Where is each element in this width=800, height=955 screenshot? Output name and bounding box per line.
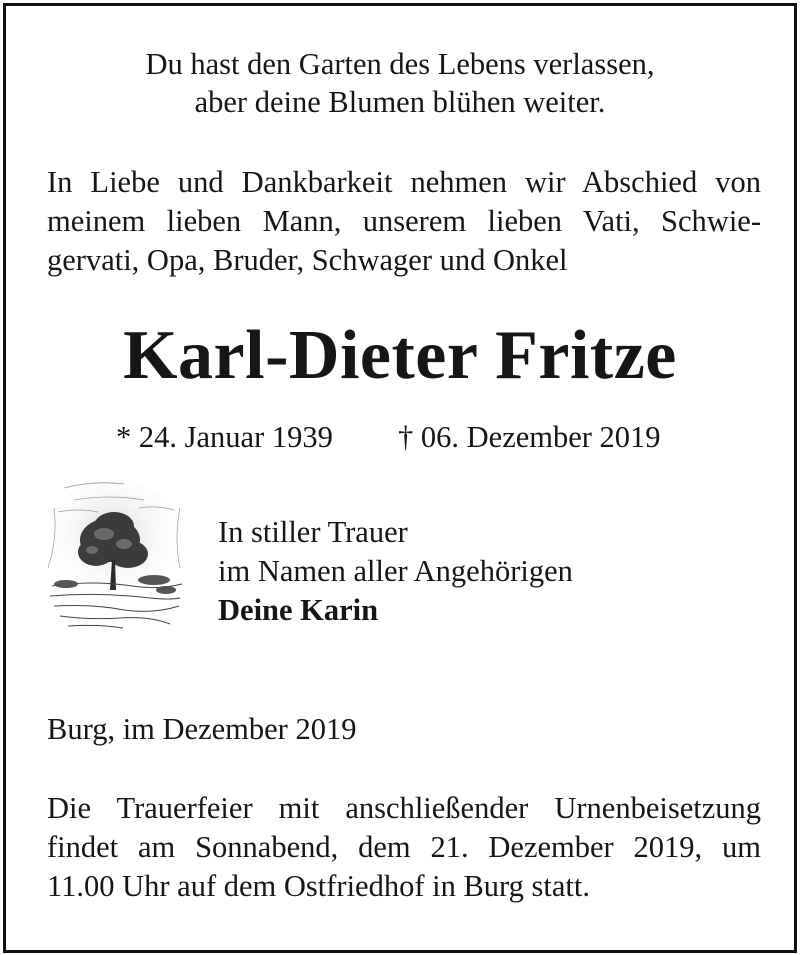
mourning-line-2: im Namen aller Angehörigen [218, 554, 573, 588]
funeral-line-2: findet am Sonnabend, dem 21. Dezember 2019, um [47, 830, 761, 864]
birth-date: * 24. Januar 1939 [116, 420, 333, 454]
funeral-line-1: Die Trauerfeier mit anschließender Urnenbeisetzung [47, 791, 761, 825]
poem-line-1: Du hast den Garten des Lebens verlassen, [145, 47, 655, 81]
signature: Deine Karin [218, 593, 379, 627]
funeral-line-3: 11.00 Uhr auf dem Ostfriedhof in Burg statt. [47, 869, 590, 903]
intro-line-1: In Liebe und Dankbarkeit nehmen wir Abschied von [47, 165, 761, 199]
tree-landscape-sketch-icon [44, 468, 186, 638]
place-date: Burg, im Dezember 2019 [47, 712, 357, 746]
mourning-line-1: In stiller Trauer [218, 515, 408, 549]
intro-line-2: meinem lieben Mann, unserem lieben Vati, Schwie- [47, 204, 761, 238]
death-date: † 06. Dezember 2019 [398, 420, 661, 454]
deceased-name: Karl-Dieter Fritze [123, 317, 677, 394]
obituary-frame [3, 3, 797, 953]
intro-line-3: gervati, Opa, Bruder, Schwager und Onkel [47, 243, 568, 277]
poem-line-2: aber deine Blumen blühen weiter. [194, 85, 606, 119]
